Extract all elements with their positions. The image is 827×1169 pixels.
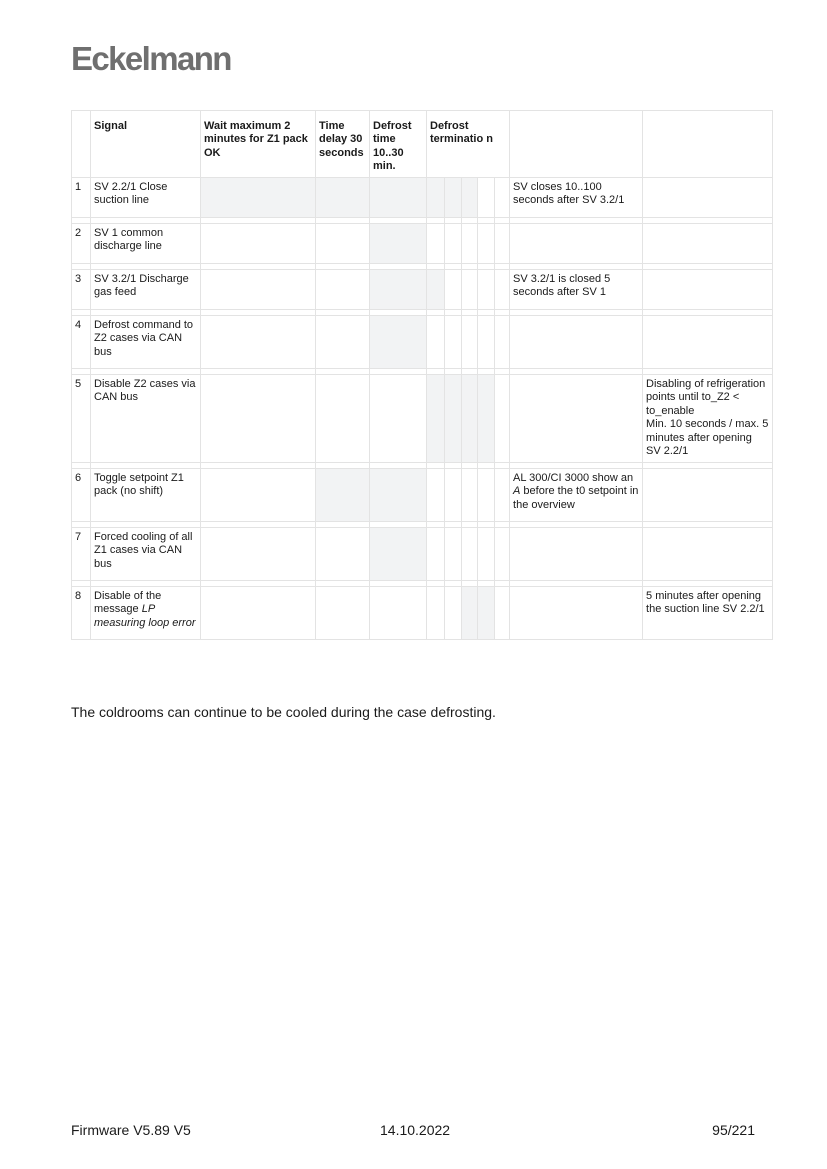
- row-remark2: [643, 224, 773, 264]
- row-remark1: [510, 224, 643, 264]
- term-cell: [462, 528, 478, 581]
- term-cell-active: [445, 375, 462, 463]
- header-num: [72, 111, 91, 178]
- term-cell: [478, 316, 495, 369]
- term-cell-active: [427, 178, 445, 218]
- wait-cell: [201, 375, 316, 463]
- defrost-time-cell: [370, 375, 427, 463]
- row-remark2: [643, 316, 773, 369]
- row-remark2: 5 minutes after opening the suction line SV 2.2/1: [643, 587, 773, 640]
- term-cell: [462, 469, 478, 522]
- wait-cell: [201, 224, 316, 264]
- row-signal: [91, 587, 201, 640]
- wait-cell: [201, 469, 316, 522]
- remark1-emphasis: A: [513, 485, 521, 498]
- header-remark1: [510, 111, 643, 178]
- delay-cell: [316, 224, 370, 264]
- row-remark2: [643, 178, 773, 218]
- wait-cell: [201, 316, 316, 369]
- table-row: [72, 528, 773, 581]
- row-remark2: [643, 270, 773, 310]
- term-cell-active: [427, 270, 445, 310]
- term-cell-active: [427, 375, 445, 463]
- table-row: [72, 375, 773, 463]
- row-remark1: [510, 375, 643, 463]
- term-cell: [495, 270, 510, 310]
- defrost-time-cell-active: [370, 469, 427, 522]
- row-remark2: [643, 375, 773, 463]
- term-cell: [478, 528, 495, 581]
- term-cell: [495, 178, 510, 218]
- table-row: [72, 178, 773, 218]
- row-signal: Defrost command to Z2 cases via CAN bus: [91, 316, 201, 369]
- term-cell: [495, 224, 510, 264]
- defrost-sequence-table: [71, 110, 773, 640]
- header-wait: Wait maximum 2 minutes for Z1 pack OK: [201, 111, 316, 178]
- table-row: [72, 587, 773, 640]
- term-cell: [427, 316, 445, 369]
- footer-page-number: 95/221: [712, 1122, 755, 1138]
- remark1-text: AL 300/CI 3000 show an: [513, 472, 634, 484]
- term-cell: [495, 587, 510, 640]
- delay-cell: [316, 316, 370, 369]
- row-signal: SV 2.2/1 Close suction line: [91, 178, 201, 218]
- table-header-row: [72, 111, 773, 178]
- row-remark1: [510, 528, 643, 581]
- row-num: 7: [72, 528, 91, 581]
- remark2-line-a: Disabling of refrigeration points until to_Z2 < to_enable: [646, 378, 766, 417]
- term-cell-active: [462, 178, 478, 218]
- term-cell-active: [445, 178, 462, 218]
- term-cell: [495, 375, 510, 463]
- defrost-time-cell-active: [370, 316, 427, 369]
- row-remark1: SV 3.2/1 is closed 5 seconds after SV 1: [510, 270, 643, 310]
- row-signal: SV 3.2/1 Discharge gas feed: [91, 270, 201, 310]
- delay-cell: [316, 528, 370, 581]
- row-num: 2: [72, 224, 91, 264]
- term-cell: [427, 587, 445, 640]
- term-cell: [462, 316, 478, 369]
- delay-cell: [316, 587, 370, 640]
- signal-emphasis: LP measuring loop error: [94, 603, 196, 629]
- row-remark1: SV closes 10..100 seconds after SV 3.2/1: [510, 178, 643, 218]
- row-signal: Forced cooling of all Z1 cases via CAN bus: [91, 528, 201, 581]
- table-row: [72, 270, 773, 310]
- eckelmann-logo: Eckelmann: [71, 40, 231, 77]
- delay-cell-active: [316, 178, 370, 218]
- term-cell: [445, 469, 462, 522]
- table-row: [72, 316, 773, 369]
- term-cell: [495, 316, 510, 369]
- row-remark1: [510, 587, 643, 640]
- term-cell: [445, 316, 462, 369]
- row-num: 3: [72, 270, 91, 310]
- delay-cell: [316, 270, 370, 310]
- row-signal: Toggle setpoint Z1 pack (no shift): [91, 469, 201, 522]
- header-defrost-termination: Defrost terminatio n: [427, 111, 510, 178]
- row-num: 4: [72, 316, 91, 369]
- table-row: [72, 224, 773, 264]
- term-cell: [462, 270, 478, 310]
- row-remark1: [510, 316, 643, 369]
- term-cell: [495, 469, 510, 522]
- wait-cell: [201, 528, 316, 581]
- term-cell-active: [478, 587, 495, 640]
- footer-date: 14.10.2022: [380, 1122, 451, 1138]
- term-cell: [478, 469, 495, 522]
- term-cell: [445, 270, 462, 310]
- term-cell: [427, 469, 445, 522]
- term-cell: [445, 224, 462, 264]
- term-cell: [445, 587, 462, 640]
- term-cell: [445, 528, 462, 581]
- header-delay: Time delay 30 seconds: [316, 111, 370, 178]
- row-remark1: [510, 469, 643, 522]
- table-row: [72, 469, 773, 522]
- row-remark2: [643, 469, 773, 522]
- term-cell: [495, 528, 510, 581]
- wait-cell-active: [201, 178, 316, 218]
- term-cell: [427, 224, 445, 264]
- term-cell-active: [462, 375, 478, 463]
- remark2-line-b: Min. 10 seconds / max. 5 minutes after opening SV 2.2/1: [646, 418, 769, 458]
- row-signal: SV 1 common discharge line: [91, 224, 201, 264]
- defrost-time-cell-active: [370, 224, 427, 264]
- wait-cell: [201, 587, 316, 640]
- term-cell: [478, 178, 495, 218]
- delay-cell-active: [316, 469, 370, 522]
- row-remark2: [643, 528, 773, 581]
- row-num: 6: [72, 469, 91, 522]
- header-defrost-time: Defrost time 10..30 min.: [370, 111, 427, 178]
- defrost-time-cell: [370, 587, 427, 640]
- defrost-time-cell-active: [370, 528, 427, 581]
- defrost-time-cell-active: [370, 270, 427, 310]
- footer-firmware: Firmware V5.89 V5: [71, 1122, 191, 1138]
- defrost-time-cell-active: [370, 178, 427, 218]
- remark1-text-end: before the t0 setpoint in the overview: [513, 485, 639, 511]
- header-signal: Signal: [91, 111, 201, 178]
- row-num: 1: [72, 178, 91, 218]
- term-cell: [427, 528, 445, 581]
- term-cell-active: [478, 375, 495, 463]
- term-cell: [478, 224, 495, 264]
- term-cell: [478, 270, 495, 310]
- delay-cell: [316, 375, 370, 463]
- row-signal: Disable Z2 cases via CAN bus: [91, 375, 201, 463]
- header-remark2: [643, 111, 773, 178]
- row-num: 5: [72, 375, 91, 463]
- term-cell: [462, 224, 478, 264]
- signal-text: Disable of the message: [94, 590, 162, 616]
- wait-cell: [201, 270, 316, 310]
- body-paragraph: The coldrooms can continue to be cooled during the case defrosting.: [71, 704, 496, 720]
- row-num: 8: [72, 587, 91, 640]
- term-cell-active: [462, 587, 478, 640]
